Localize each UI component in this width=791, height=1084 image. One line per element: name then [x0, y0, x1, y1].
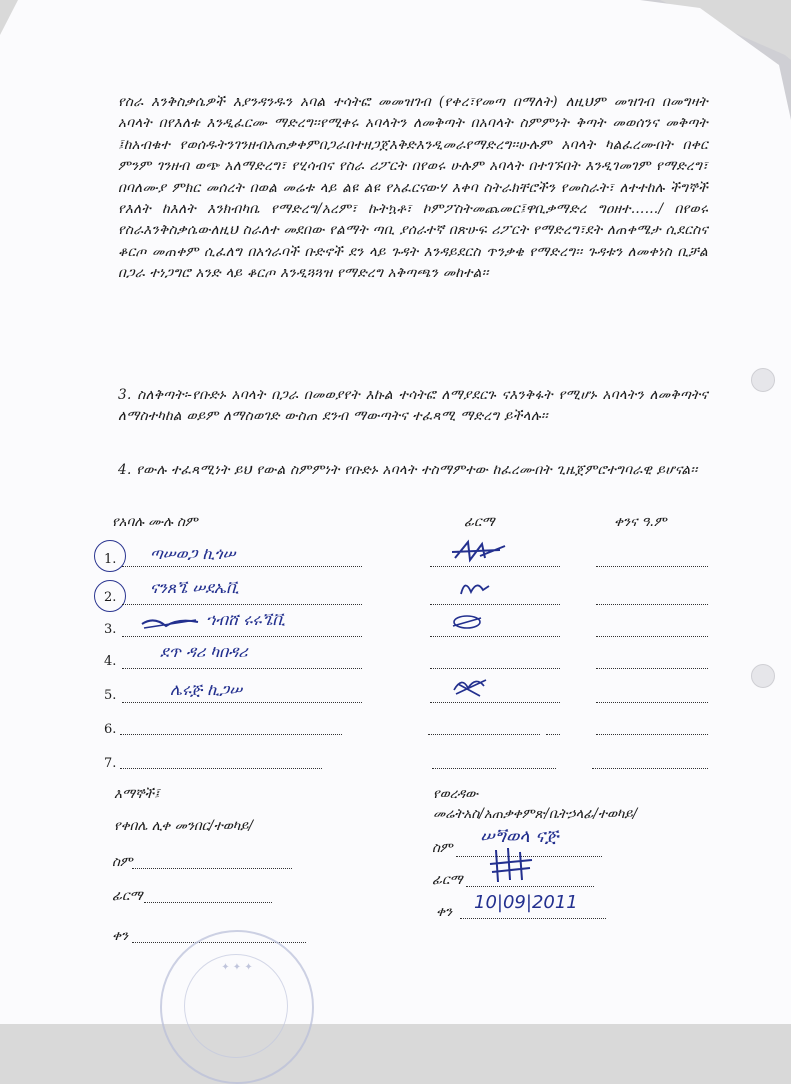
member-number: 2. [104, 590, 117, 605]
member-name: ሌሩጅ ኪጋሠ [170, 680, 243, 699]
signature-mark [455, 576, 495, 600]
date-line [596, 668, 708, 669]
right-name-label: ስም [432, 840, 453, 856]
member-name: ደጥ ዳሪ ካበዳሪ [160, 642, 248, 661]
signature-mark [450, 538, 510, 566]
name-line [122, 668, 362, 669]
right-sign-label: ፊርማ [432, 872, 463, 888]
name-line [122, 566, 362, 567]
member-row-6 [0, 716, 791, 746]
date-line [592, 768, 708, 769]
paragraph-penalty: 3. ስለቅጣት፡-የቡድኑ አባላት በጋራ በመወያየት እኩል ተሳትፎ ለማያደርጉ ናእንቅፋት የሚሆኑ አባላትን ለመቅጣትና ለማስተካከል ወይም ለማስወገድ ውስጠ ደንብ ማውጣትና ተፈጻሚ ማድረግ ይችላሉ፡፡ [118, 387, 708, 425]
header-member-name: የአባሉ ሙሉ ስም [112, 514, 198, 530]
header-date: ቀንና ዓ.ም [614, 514, 667, 530]
name-line [122, 604, 362, 605]
member-name: ኀብሸ ሩሩጜቪ [206, 610, 286, 629]
member-number: 5. [104, 688, 117, 703]
struck-out-text [140, 614, 202, 634]
witnesses-label: እማኞች፤ [114, 786, 160, 802]
stamp-lettering: ✦ ✦ ✦ [221, 962, 253, 973]
member-row-4 [0, 644, 791, 674]
member-number: 4. [104, 654, 117, 669]
member-name: ጣሠወጋ ኪጎሠ [150, 544, 236, 563]
member-number: 1. [104, 552, 117, 567]
official-signature-mark [486, 846, 536, 886]
name-line [120, 768, 322, 769]
name-line [122, 636, 362, 637]
official-stamp [160, 930, 314, 1084]
date-line [596, 734, 708, 735]
member-row-5 [0, 676, 791, 706]
name-line [120, 734, 342, 735]
left-date-label: ቀን [112, 928, 129, 944]
signature-line [432, 768, 556, 769]
official-date: 10|09|2011 [474, 892, 578, 913]
member-number: 7. [104, 756, 117, 771]
signature-line-tail [546, 734, 560, 735]
member-name: ናንጸጜ ሠደኤቪ [150, 578, 239, 597]
right-date-line [460, 918, 606, 919]
left-name-line [132, 868, 292, 869]
signature-line [430, 668, 560, 669]
name-line [122, 702, 362, 703]
paragraph-effectiveness: 4. የውሉ ተፈጻሚነት ይህ የውል ስምምነት የቡድኑ አባላት ተስማምተው ከፈረሙበት ጊዜጀምሮተግባራዊ ይሆናል፡፡ [118, 462, 698, 478]
left-name-label: ስም [112, 854, 133, 870]
paragraph-activities: የስራ እንቅስቃሴዎች እያንዳንዱን አባል ተሳትፎ መመዝገብ (የቀረ፣የመጣ በማለት) ለዚህም መዝገብ በመግዛት አባላት በየእለቱ እንዲፈርሙ ማድረግ፡፡የሚቀሩ አባላትን ለመቅጣት በአባላት ስምምነት ቅጣት መወሰንና መቅጣት ፤ከአብቁተ የወሰዱትንገንዘብአጠቃቀምበጋራበተዘጋጀእቅድእንዲመራየማድረግ፡፡ሁሉም አባላት ካልፈረሙበት በቀር ምንም ገንዘብ ወጭ አለማድረግ፣ የሂሳብና የስራ ሪፖርት በየወሩ ሁሉም አባላት በተገኙበት እንዲገመገም የማድረግ፣ በባለሙያ ምክር መሰረት በወል መሬቱ ላይ ልዩ ልዩ የአፈርናውሃ እቀባ ስትራክቸሮችን የመስራት፣ ለተተከሉ ችግኞች የእለት ከእለት እንክብካቤ የማድረግ/አረም፣ ኩትኳቶ፣ ኮምፖስትመጨመር፤ዋቢቃማድረ ግዐዘተ……/ በየወሩ የስራእንቅስቃሴውለዚህ ስራለተ መደበው የልማት ጣቢ ያሰራተኛ በጽሁፍ ሪፖርት የማድረግ፣ደት ለጠቀሜታ ሲደርስና ቆርጦ መጠቀም ሲፈለግ በአጎራባች ቡድኖች ደን ላይ ጉዳት እንዳይደርስ ጥንቃቄ የማድረግ፡፡ ጉዳቱን ለመቀነስ ቢቻል በጋራ ተነጋግሮ አንድ ላይ ቆርጦ እንዲጓጓዝ የማድረግ አቅጣጫን መከተል፡፡ [118, 94, 708, 282]
signature-line [428, 734, 540, 735]
member-number: 3. [104, 622, 117, 637]
member-row-3 [0, 612, 791, 642]
member-row-1 [0, 544, 791, 574]
member-number: 6. [104, 722, 117, 737]
left-sign-label: ፊርማ [112, 888, 143, 904]
date-line [596, 636, 708, 637]
member-row-2 [0, 576, 791, 606]
right-date-label: ቀን [436, 904, 453, 920]
signature-line [430, 566, 560, 567]
date-line [596, 604, 708, 605]
right-sign-line [466, 886, 594, 887]
signature-mark [450, 674, 490, 700]
prepared-by-label: የወረዳው [433, 786, 479, 802]
header-signature: ፊርማ [464, 514, 495, 530]
signature-line [430, 604, 560, 605]
signature-line [430, 702, 560, 703]
official-name: ሠጝወላ ናጅ [480, 826, 559, 847]
member-row-7 [0, 752, 791, 782]
office-label: መሬትአስ/አጠቃቀምጽ/ቤትኃላፊ/ተወካይ/ [433, 806, 638, 822]
left-sign-line [144, 902, 272, 903]
date-line [596, 702, 708, 703]
signature-mark [450, 612, 484, 634]
received-by-label: የቀበሌ ሊቀ መንበር/ተወካይ/ [114, 818, 253, 834]
punch-hole-top [751, 368, 775, 392]
date-line [596, 566, 708, 567]
signature-line [430, 636, 560, 637]
